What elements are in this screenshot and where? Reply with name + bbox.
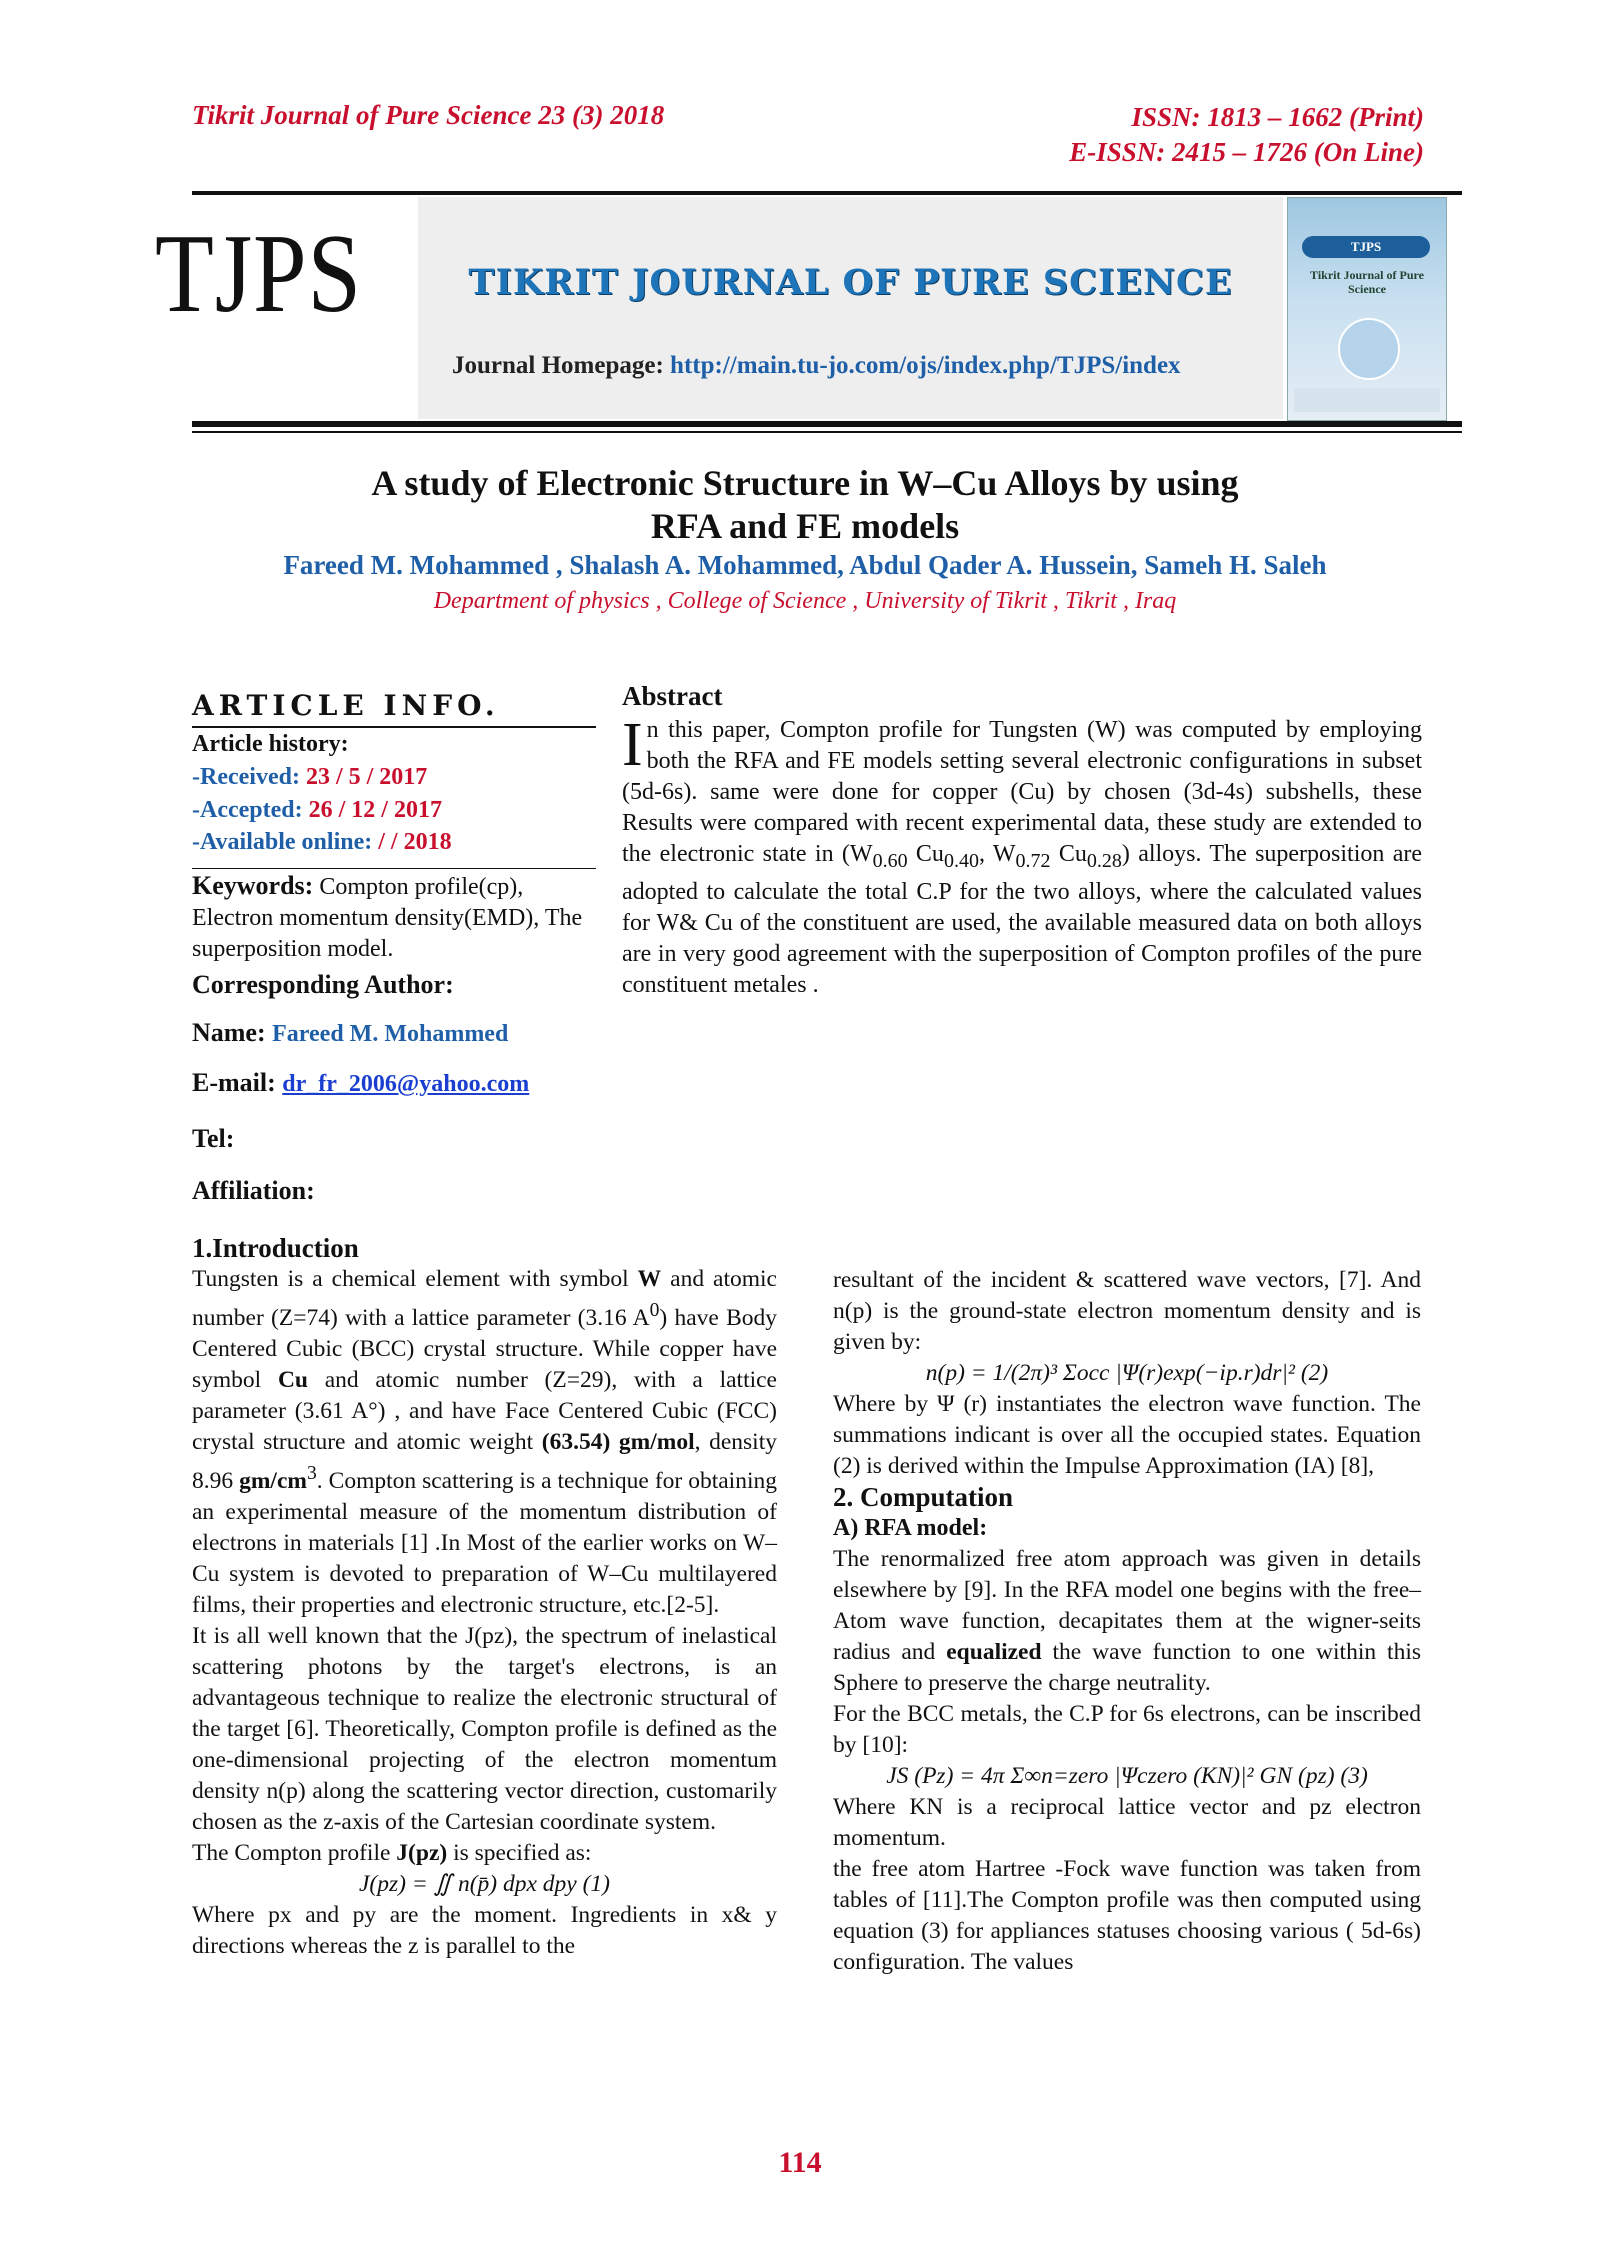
article-info-heading: ARTICLE INFO. xyxy=(192,689,500,722)
rfa-model-heading: A) RFA model: xyxy=(833,1515,988,1541)
col2-paragraph-4: For the BCC metals, the C.P for 6s electrons, can be inscribed by [10]: xyxy=(833,1701,1421,1758)
journal-banner xyxy=(418,197,1283,419)
cover-subtitle: Tikrit Journal of Pure Science xyxy=(1310,268,1424,296)
intro-paragraph-3: The Compton profile J(pz) is specified as: xyxy=(192,1839,592,1866)
equation-3: JS (Pz) = 4π Σ∞n=zero |Ψczero (KN)|² GN (pz) (3) xyxy=(886,1763,1368,1789)
tjps-logo: TJPS xyxy=(155,212,362,336)
cover-footer xyxy=(1294,388,1440,412)
intro-paragraph-4: Where px and py are the moment. Ingredients in x& y directions whereas the z is parallel to the xyxy=(192,1901,777,1959)
homepage-label: Journal Homepage: xyxy=(452,352,671,379)
email-link[interactable]: dr_fr_2006@yahoo.com xyxy=(282,1071,530,1097)
cover-emblem-icon xyxy=(1338,318,1400,380)
col2-paragraph-2: Where by Ψ (r) instantiates the electron wave function. The summations indicant is over all the occupied states. Equation (2) is derived within the Impulse Approximation (IA) [8], xyxy=(833,1391,1421,1479)
issn-print: ISSN: 1813 – 1662 (Print) xyxy=(1131,102,1424,132)
col2-paragraph-1: resultant of the incident & scattered wave vectors, [7]. And n(p) is the ground-state electron momentum density and is given by: xyxy=(833,1267,1421,1355)
introduction-heading: 1.Introduction xyxy=(192,1233,359,1263)
article-info-divider xyxy=(192,868,596,869)
journal-reference: Tikrit Journal of Pure Science 23 (3) 2018 xyxy=(192,100,665,130)
tel-label: Tel: xyxy=(192,1124,235,1153)
journal-homepage xyxy=(452,352,1181,380)
received-date: -Received: 23 / 5 / 2017 xyxy=(192,764,428,790)
journal-cover-image xyxy=(1287,197,1447,421)
corresponding-author-label: Corresponding Author: xyxy=(192,970,454,999)
intro-paragraph-2: It is all well known that the J(pz), the spectrum of inelastical scattering photons by the target's electrons, is an advantageous technique to realize the electronic structural of the target [6]. Theoretically, Compton profile is defined as the one-dimensional projecting of the electron momentum density n(p) along the scattering vector direction, customarily chosen as the z-axis of the Cartesian coordinate system. xyxy=(192,1622,777,1835)
banner-bottom-rule xyxy=(192,421,1462,427)
col2-paragraph-6: the free atom Hartree -Fock wave function was taken from tables of [11].The Compton profile was then computed using equation (3) for appliances statuses choosing various ( 5d-6s) configuration. The values xyxy=(833,1856,1421,1975)
page-number: 114 xyxy=(778,2146,822,2179)
accepted-date: -Accepted: 26 / 12 / 2017 xyxy=(192,797,442,823)
available-online-date: -Available online: / / 2018 xyxy=(192,829,452,855)
col2-paragraph-5: Where KN is a reciprocal lattice vector and pz electron momentum. xyxy=(833,1794,1421,1851)
equation-1: J(pz) = ∬ n(p̄) dpx dpy (1) xyxy=(358,1870,611,1897)
abstract-heading: Abstract xyxy=(622,681,723,711)
equation-2: n(p) = 1/(2π)³ Σocc |Ψ(r)exp(−ip.r)dr|² (2) xyxy=(925,1360,1329,1386)
paper-authors: Fareed M. Mohammed , Shalash A. Mohammed, Abdul Qader A. Hussein, Sameh H. Saleh xyxy=(283,550,1327,580)
author-email: E-mail: dr_fr_2006@yahoo.com xyxy=(192,1068,530,1097)
computation-heading: 2. Computation xyxy=(833,1482,1014,1512)
title-line-2: RFA and FE models xyxy=(650,506,960,546)
cover-title: TJPS xyxy=(1302,236,1430,258)
paper-title xyxy=(190,462,1420,548)
article-info-rule xyxy=(192,726,596,728)
paper-affiliation: Department of physics , College of Science , University of Tikrit , Tikrit , Iraq xyxy=(433,588,1177,614)
author-name: Name: Fareed M. Mohammed xyxy=(192,1018,509,1047)
banner-bottom-rule-thin xyxy=(192,431,1462,433)
issn-online: E-ISSN: 2415 – 1726 (On Line) xyxy=(1069,137,1424,167)
keywords: Keywords: Compton profile(cp), Electron momentum density(EMD), The superposition model. xyxy=(192,871,583,962)
right-column xyxy=(833,1265,1421,1978)
affiliation-label: Affiliation: xyxy=(192,1176,315,1205)
article-history-label: Article history: xyxy=(192,731,349,757)
journal-name: TIKRIT JOURNAL OF PURE SCIENCE xyxy=(468,262,1233,303)
abstract-dropcap: I xyxy=(622,711,643,779)
issn-block xyxy=(1069,100,1424,170)
left-column xyxy=(192,1233,777,1962)
homepage-link[interactable]: http://main.tu-jo.com/ojs/index.php/TJPS/index xyxy=(670,352,1181,379)
col2-paragraph-3: The renormalized free atom approach was given in details elsewhere by [9]. In the RFA model one begins with the free–Atom wave function, decapitates them at the wigner-seits radius and equalized the wave function to one within this Sphere to preserve the charge neutrality. xyxy=(833,1546,1421,1696)
title-line-1: A study of Electronic Structure in W–Cu Alloys by using xyxy=(371,463,1239,503)
intro-paragraph-1: Tungsten is a chemical element with symbol W and atomic number (Z=74) with a lattice parameter (3.16 $A^0$) have Body Centered Cubic (BCC) crystal structure. While copper have symbol Cu and atomic number (Z=29), with a lattice parameter (3.61 A°) , and have Face Centered Cubic (FCC) crystal structure and atomic weight (63.54) gm/mol, density 8.96 $gm/cm^3$. Compton scattering is a technique for obtaining an experimental measure of the momentum distribution of electrons in materials [1] .In Most of the earlier works on W–Cu system is devoted to preparation of W–Cu multilayered films, their properties and electronic structure, etc.[2-5]. xyxy=(192,1266,777,1618)
banner-top-rule xyxy=(192,191,1462,195)
abstract-text: In this paper, Compton profile for Tungsten (W) was computed by employing both the RFA and FE models setting several electronic configurations in subset (5d-6s). same were done for copper (Cu) by chosen (3d-4s) subshells, these Results were compared with recent experimental data, these study are extended to the electronic state in ($W_{0.60}$ $Cu_{0.40}$, $W_{0.72}$ $Cu_{0.28}$) alloys. The superposition are adopted to calculate the total C.P for the two alloys, where the calculated values for W& Cu of the constituent are used, the available measured data on both alloys are in very good agreement with the superposition of Compton profiles of the pure constituent metales . xyxy=(622,711,1423,998)
